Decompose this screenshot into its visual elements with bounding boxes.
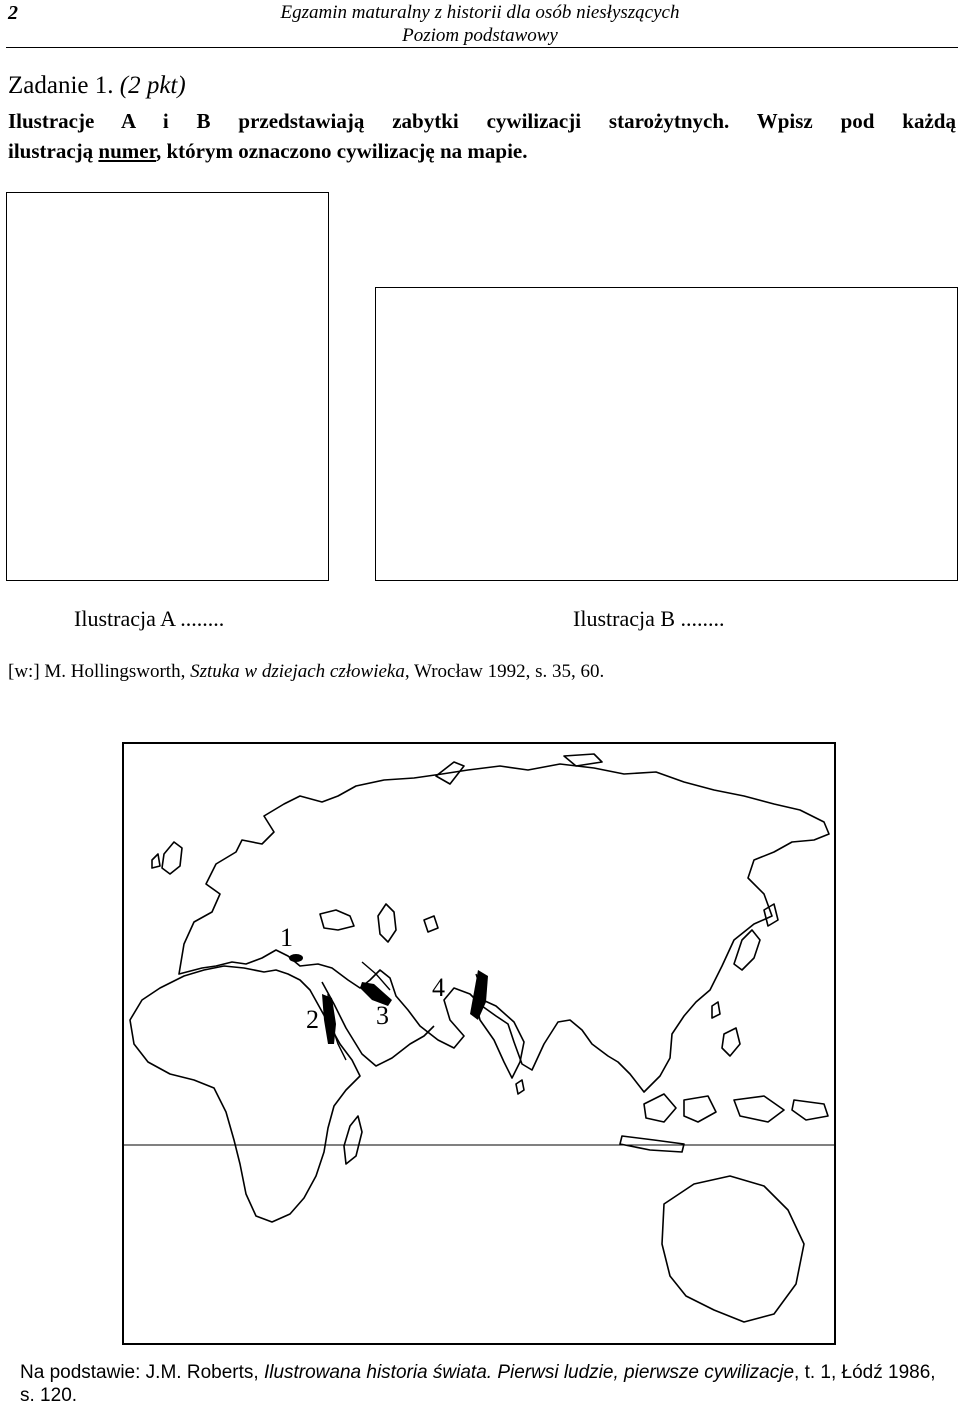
task-instruction-line2 [8,136,956,166]
source2-prefix: Na podstawie: J.M. Roberts, [20,1362,259,1383]
map-label-2: 2 [306,1005,319,1034]
source1-suffix: , Wrocław 1992, s. 35, 60. [404,661,605,682]
source2-suffix: , t. 1, Łódź 1986, s. 120. [20,1362,936,1406]
illustration-a-caption: Ilustracja A ........ [74,606,225,631]
header-rule [6,47,958,48]
map-source [20,1361,950,1407]
instruction-underlined-word: numer [98,139,156,163]
task-title: Zadanie 1. [8,72,114,99]
source1-title: Sztuka w dziejach człowieka [190,661,405,682]
mark-indus [470,970,488,1020]
map-label-4: 4 [432,973,445,1002]
map-frame [122,742,836,1345]
instruction-text: ilustracją [8,139,94,163]
eurasia-coastline [179,764,829,1092]
caspian-sea [378,904,396,942]
mark-nile [322,994,336,1044]
exam-title: Egzamin maturalny z historii dla osób niesłyszących [280,2,680,23]
illustration-b-frame [375,287,958,581]
exam-level: Poziom podstawowy [402,25,558,46]
indonesia [644,1094,676,1122]
instruction-text-end: , którym oznaczono cywilizację na mapie. [155,139,528,163]
illustration-a-frame [6,192,329,581]
map-label-3: 3 [376,1001,389,1030]
task-points: (2 pkt) [119,72,186,99]
task-instruction-line1: Ilustracje A i B przedstawiają zabytki cywilizacji starożytnych. Wpisz pod każdą [8,109,956,133]
illustration-b-caption: Ilustracja B ........ [573,606,725,631]
source1-prefix: [w:] M. Hollingsworth, [8,661,186,682]
eurasia-africa-map [124,744,834,1343]
australia [662,1176,804,1322]
page-number: 2 [8,2,18,24]
source2-title: Ilustrowana historia świata. Pierwsi ludzie, pierwsze cywilizacje [263,1362,795,1383]
illustration-source [8,661,604,683]
task-heading [8,72,186,100]
madagascar [344,1116,362,1164]
mark-crete [289,954,303,962]
british-isles [162,842,182,874]
black-sea [320,910,354,930]
map-label-1: 1 [280,923,293,952]
